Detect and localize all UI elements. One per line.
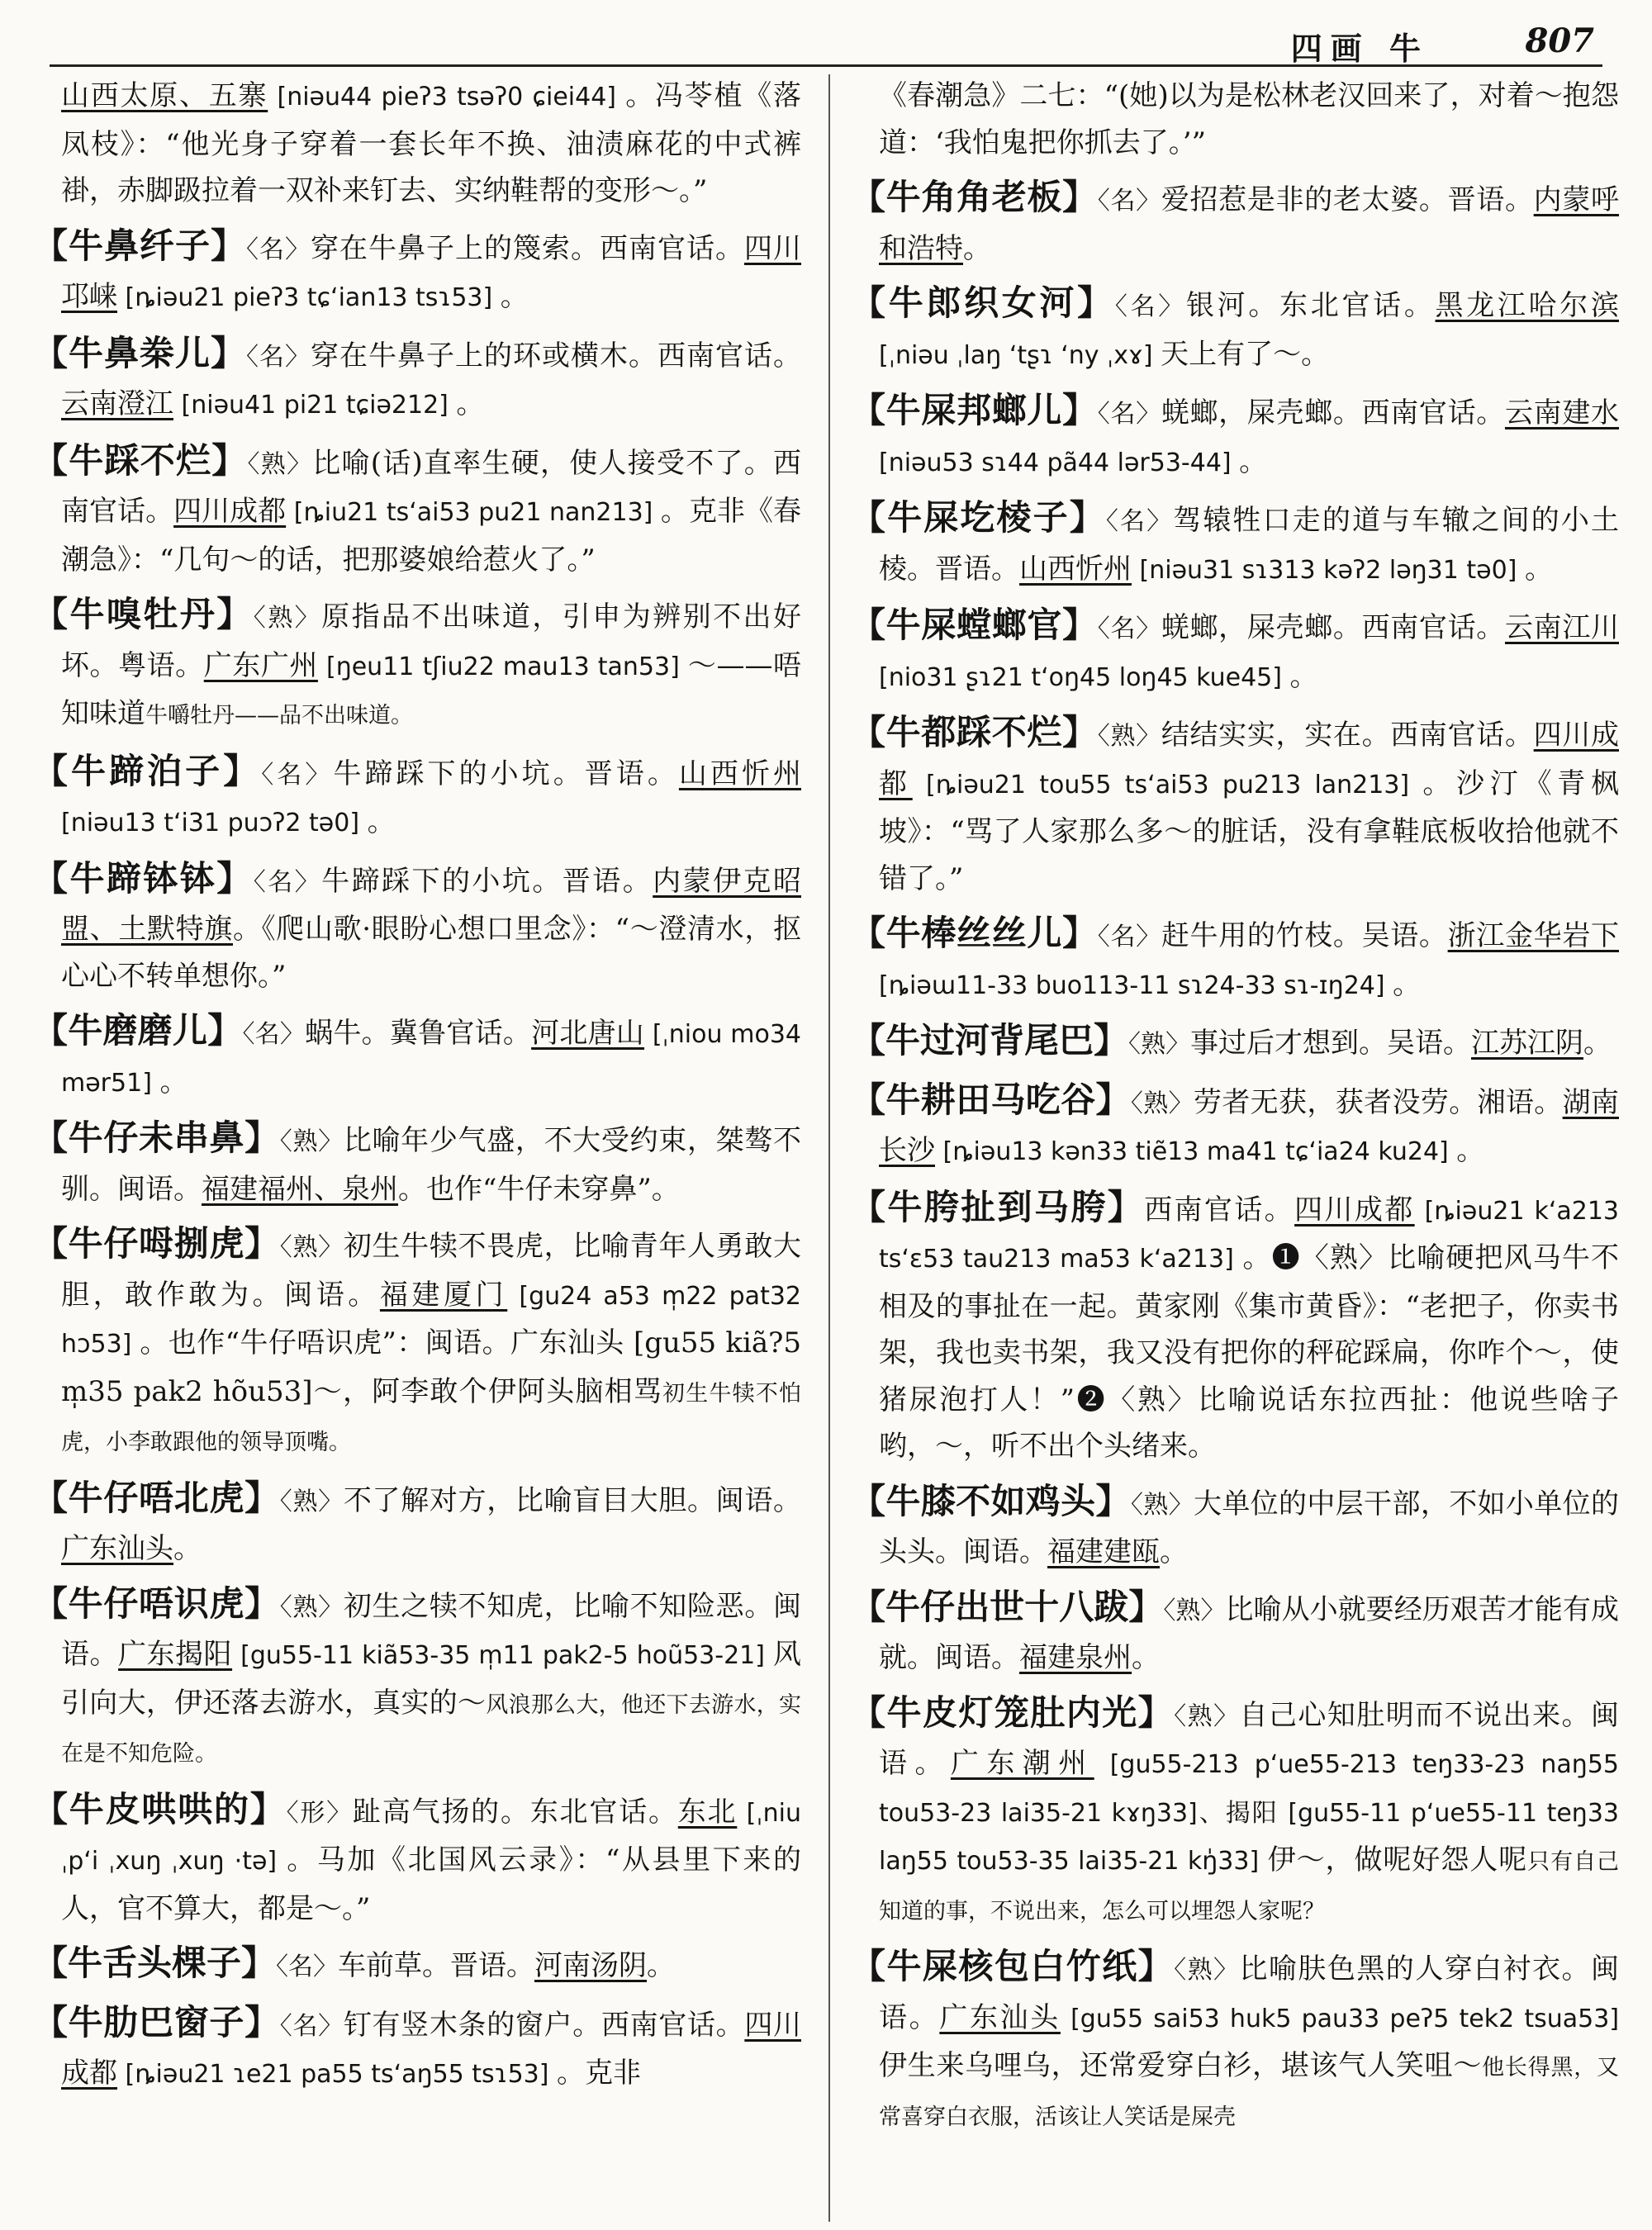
dictionary-entry	[33, 2000, 801, 2099]
grammar-tag: 〈名〉	[253, 867, 322, 897]
grammar-tag: 〈名〉	[1097, 614, 1161, 643]
dictionary-entry	[851, 602, 1619, 701]
entry-headword: 【牛鼻纤子】	[33, 225, 246, 266]
dictionary-entry	[33, 438, 801, 584]
entry-example: 伊～，做呢好怨人呢	[1267, 1843, 1528, 1877]
grammar-tag: 〈名〉	[246, 235, 311, 264]
entry-example: 。	[1132, 1641, 1160, 1674]
entry-definition: 赶牛用的竹枝。吴语。	[1161, 919, 1448, 952]
dialect-location: 山西忻州	[1019, 552, 1132, 586]
phonetic-transcription: [ˌniu ˌpʻi ˌxuŋ ˌxuŋ ·tə]	[61, 1798, 801, 1876]
entry-definition: 不了解对方，比喻盲目大胆。闽语。	[343, 1483, 801, 1517]
phonetic-transcription: [niəu44 pieʔ3 tsəʔ0 ɕiei44]	[268, 83, 626, 112]
column-divider	[828, 74, 830, 2222]
grammar-tag: 〈名〉	[1105, 507, 1174, 536]
entry-example: 。	[456, 387, 485, 420]
dictionary-entry	[851, 1584, 1619, 1682]
entry-headword: 【牛棒丝丝儿】	[851, 913, 1098, 953]
entry-headword: 【牛舌头棵子】	[33, 1943, 277, 1983]
example-gloss: 只有自己知道的事，不说出来，怎么可以埋怨人家呢？	[879, 1849, 1619, 1924]
right-column	[851, 73, 1619, 2212]
dialect-location: 湖南长沙	[879, 1085, 1619, 1167]
dialect-location: 云南江川	[1504, 611, 1619, 644]
dialect-location: 福建厦门	[379, 1278, 508, 1312]
dictionary-entry	[851, 709, 1619, 902]
grammar-tag: 〈熟〉	[1097, 722, 1161, 751]
entry-example: 。	[1456, 1134, 1485, 1167]
entry-example: 。❶〈熟〉比喻硬把风马牛不相及的事扯在一起。黄家刚《集市黄昏》：“老把子，你卖书架，我也卖书架，我又没有把你的秤砣踩扁，你咋个～，使猪尿泡打人！”❷〈熟〉比喻说话东拉西扯：他说些啥子哟，～，听不出个头绪来。	[879, 1241, 1619, 1463]
entry-definition: 爱招惹是非的老太婆。晋语。	[1161, 183, 1534, 216]
dialect-location: 福建建瓯	[1047, 1535, 1160, 1568]
entry-headword: 【牛过河背尾巴】	[851, 1020, 1129, 1060]
grammar-tag: 〈熟〉	[253, 604, 322, 633]
dialect-location: 山西太原、五寨	[61, 79, 268, 112]
entry-example: 。	[500, 280, 529, 313]
entry-definition: 银河。东北官话。	[1185, 289, 1436, 322]
dictionary-entry	[851, 1690, 1619, 1936]
dialect-location: 云南澄江	[61, 387, 173, 420]
grammar-tag: 〈熟〉	[1128, 1030, 1191, 1059]
entry-definition: 初生之犊不知虎，比喻不知险恶。闽语。	[61, 1589, 801, 1671]
grammar-tag: 〈名〉	[261, 760, 334, 790]
dialect-location: 四川成都	[61, 2008, 801, 2090]
dialect-location: 河北唐山	[531, 1017, 645, 1050]
dictionary-entry	[33, 73, 801, 215]
grammar-tag: 〈熟〉	[279, 1487, 344, 1516]
dictionary-entry	[33, 1581, 801, 1778]
grammar-tag: 〈形〉	[286, 1798, 353, 1828]
dictionary-entry	[33, 1786, 801, 1933]
dictionary-entry	[33, 748, 801, 847]
grammar-tag: 〈名〉	[1097, 187, 1161, 216]
left-column	[33, 73, 801, 2212]
entry-example: 。克非《春潮急》：“几句～的话，把那婆娘给惹火了。”	[61, 495, 801, 576]
entry-definition: 蜣螂，屎壳螂。西南官话。	[1161, 396, 1505, 429]
dialect-location: 河南汤阴	[534, 1949, 648, 1982]
phonetic-transcription: [niəu31 sɿ313 kəʔ2 ləŋ31 tə0]	[1132, 555, 1525, 585]
entry-headword: 【牛郎织女河】	[851, 282, 1115, 323]
entry-example: 。	[647, 1949, 676, 1982]
entry-example: 。	[1393, 967, 1422, 1001]
entry-example: 天上有了～。	[1161, 337, 1330, 371]
grammar-tag: 〈熟〉	[1130, 1490, 1194, 1520]
entry-headword: 【牛仔呣捌虎】	[33, 1223, 280, 1264]
dictionary-entry	[851, 73, 1619, 166]
dialect-location: 东北	[677, 1795, 738, 1829]
entry-example: 。也作“牛仔未穿鼻”。	[398, 1172, 680, 1206]
entry-example: ～——唔知味道	[61, 648, 801, 730]
entry-definition: 劳者无获，获者没劳。湘语。	[1193, 1085, 1563, 1119]
example-gloss: 他长得黑，又常喜穿白衣服，活该让人笑话是屎壳	[879, 2055, 1619, 2130]
dialect-location: 广东汕头	[939, 2000, 1061, 2034]
dictionary-entry	[851, 1077, 1619, 1176]
entry-headword: 【牛胯扯到马胯】	[851, 1186, 1145, 1227]
grammar-tag: 〈名〉	[1114, 292, 1186, 321]
dictionary-entry	[851, 1943, 1619, 2141]
dictionary-entry	[851, 910, 1619, 1009]
entry-headword: 【牛都踩不烂】	[851, 712, 1098, 752]
dialect-location: 福建泉州	[1019, 1641, 1132, 1674]
entry-example: 。	[1583, 1027, 1612, 1060]
entry-headword: 【牛皮灯笼肚内光】	[851, 1691, 1175, 1733]
entry-example: 。	[1289, 659, 1318, 693]
grammar-tag: 〈熟〉	[247, 449, 313, 479]
entry-definition: 蜣螂，屎壳螂。西南官话。	[1161, 611, 1505, 644]
entry-example: 。马加《北国风云录》：“从县里下来的人，官不算大，都是～。”	[61, 1843, 801, 1925]
grammar-tag: 〈名〉	[246, 342, 311, 372]
entry-definition: 比喻肤色黑的人穿白衬衣。闽语。	[879, 1952, 1619, 2034]
phonetic-transcription: [niəu13 tʻi31 puɔʔ2 tə0]	[61, 809, 368, 837]
phonetic-transcription: [gu24 a53 m̩22 pat32 hɔ53]	[61, 1281, 801, 1359]
entry-headword: 【牛屎圪棱子】	[851, 497, 1106, 538]
entry-example: 风引向大，伊还落去游水，真实的～	[61, 1638, 801, 1720]
entry-example: 。	[159, 1065, 188, 1098]
grammar-tag: 〈名〉	[1097, 400, 1161, 429]
dictionary-entry	[851, 387, 1619, 486]
entry-definition: 趾高气扬的。东北官话。	[352, 1795, 678, 1829]
entry-headword: 【牛嗅牡丹】	[33, 594, 254, 634]
entry-headword: 【牛耕田马吃谷】	[851, 1079, 1131, 1120]
phonetic-transcription: [ȵiəɯ11-33 buo113-11 sɿ24-33 sɿ-ɪŋ24]	[879, 970, 1393, 1000]
grammar-tag: 〈熟〉	[1130, 1089, 1194, 1118]
entry-example: 。	[1239, 444, 1268, 478]
grammar-tag: 〈名〉	[276, 1952, 339, 1981]
entry-headword: 【牛鼻桊儿】	[33, 332, 246, 373]
grammar-tag: 〈名〉	[242, 1020, 306, 1049]
dialect-location: 内蒙呼和浩特	[879, 183, 1619, 265]
entry-headword: 【牛蹄钵钵】	[33, 857, 254, 899]
grammar-tag: 〈熟〉	[279, 1127, 344, 1156]
entry-headword: 【牛角角老板】	[851, 177, 1098, 217]
entry-definition: 蜗牛。冀鲁官话。	[305, 1017, 532, 1050]
entry-definition: 穿在牛鼻子上的篾索。西南官话。	[311, 231, 744, 265]
entry-definition: 车前草。晋语。	[338, 1949, 535, 1982]
entry-headword: 【牛肋巴窗子】	[33, 2001, 280, 2043]
phonetic-transcription: [ŋeu11 tʃiu22 mau13 tan53]	[317, 652, 688, 681]
entry-definition: 结结实实，实在。西南官话。	[1161, 719, 1534, 752]
phonetic-transcription: [niəu53 sɿ44 pã44 lər53-44]	[879, 448, 1240, 477]
dialect-location: 广东潮州	[950, 1747, 1094, 1780]
dictionary-entry	[851, 1478, 1619, 1576]
dialect-location: 四川邛崃	[61, 231, 801, 313]
grammar-tag: 〈熟〉	[1163, 1596, 1226, 1625]
entry-example: 。	[1160, 1535, 1188, 1568]
phonetic-transcription: [ˌniəu ˌlaŋ ʻtʂɿ ʻny ˌxɤ]	[879, 340, 1161, 370]
entry-example: 。	[173, 1532, 202, 1565]
page-number: 807	[1525, 21, 1594, 60]
entry-definition: 大单位的中层干部，不如小单位的头头。闽语。	[879, 1487, 1619, 1568]
phonetic-transcription: [ȵiu21 tsʻai53 pu21 nan213]	[286, 498, 661, 527]
phonetic-transcription: [ȵiəu21 pieʔ3 tɕʻian13 tsɿ53]	[117, 283, 501, 312]
dictionary-entry	[33, 1008, 801, 1107]
dictionary-entry	[851, 495, 1619, 594]
entry-headword: 【牛屎邦螂儿】	[851, 390, 1098, 430]
entry-example: 。也作“牛仔唔识虎”：闽语。广东汕头 [gu55 kiã?5 m̩35 pak2 hõu53]～，阿李敢个伊阿头脑相骂	[61, 1326, 801, 1408]
entry-definition: 初生牛犊不畏虎，比喻青年人勇敢大胆，敢作敢为。闽语。	[61, 1230, 801, 1312]
grammar-tag: 〈熟〉	[1174, 1701, 1240, 1731]
entry-example: 。	[1524, 552, 1553, 586]
dictionary-entry	[33, 330, 801, 429]
entry-headword: 【牛仔唔北虎】	[33, 1477, 280, 1518]
dialect-location: 四川成都	[1294, 1193, 1415, 1226]
dialect-location: 广东揭阳	[118, 1638, 233, 1671]
entry-headword: 【牛磨磨儿】	[33, 1010, 243, 1051]
phonetic-transcription: [gu55 sai53 huk5 pau33 peʔ5 tek2 tsua53]	[1060, 2004, 1619, 2033]
entry-definition: 自己心知肚明而不说出来。闽语。	[879, 1698, 1619, 1780]
phonetic-transcription: [ȵiəu21 kʻa213 tsʻɛ53 tau213 ma53 kʻa213]	[879, 1196, 1619, 1274]
dialect-location: 四川成都	[879, 719, 1619, 800]
entry-definition: 比喻从小就要经历艰苦才能有成就。闽语。	[879, 1592, 1619, 1674]
example-gloss: 牛嚼牡丹——品不出味道。	[145, 703, 413, 728]
entry-definition: 牛蹄踩下的小坑。晋语。	[333, 757, 679, 790]
phonetic-transcription: [niəu41 pi21 tɕiə212]	[173, 391, 457, 420]
entry-definition: 原指品不出味道，引申为辨别不出好坏。粤语。	[61, 600, 801, 682]
entry-headword: 【牛踩不烂】	[33, 439, 248, 481]
dictionary-entry	[33, 1115, 801, 1212]
section-title: 四画 牛	[1290, 30, 1429, 67]
entry-headword: 【牛仔出世十八跋】	[851, 1586, 1164, 1627]
dialect-location: 黑龙江哈尔滨	[1435, 289, 1619, 322]
phonetic-transcription: [nio31 ʂɿ21 tʻoŋ45 loŋ45 kue45]	[879, 662, 1290, 692]
entry-definition: 比喻(话)直率生硬，使人接受不了。西南官话。	[61, 446, 801, 528]
grammar-tag: 〈熟〉	[279, 1592, 344, 1622]
dictionary-entry	[33, 591, 801, 740]
grammar-tag: 〈名〉	[1097, 923, 1161, 951]
entry-headword: 【牛仔唔识虎】	[33, 1582, 280, 1624]
phonetic-transcription: [gu55-11 kiã53-35 m̩11 pak2-5 hoũ53-21]	[232, 1641, 774, 1670]
dialect-location: 广东汕头	[61, 1532, 173, 1565]
entry-example: 。沙汀《青枫坡》：“骂了人家那么多～的脏话，没有拿鞋底板收拾他就不错了。”	[879, 766, 1619, 895]
dictionary-entry	[33, 856, 801, 1000]
entry-headword: 【牛蹄泊子】	[33, 750, 262, 791]
entry-example: 。克非	[557, 2057, 642, 2090]
entry-example: 。	[367, 805, 396, 838]
entry-definition: 牛蹄踩下的小坑。晋语。	[321, 864, 653, 898]
entry-definition: 比喻年少气盛，不大受约束，桀骜不驯。闽语。	[61, 1124, 801, 1206]
entry-headword: 【牛屎核包白竹纸】	[851, 1946, 1175, 1986]
entry-definition: 穿在牛鼻子上的环或横木。西南官话。	[311, 339, 801, 372]
example-gloss: 初生牛犊不怕虎，小李敢跟他的领导顶嘴。	[61, 1380, 801, 1455]
dialect-location: 山西忻州	[678, 757, 801, 790]
entry-example: 伊生来乌哩乌，还常爱穿白衫，堪该气人笑咀～	[879, 2049, 1483, 2082]
dialect-location: 浙江金华岩下	[1447, 919, 1619, 952]
page-header	[50, 15, 1602, 67]
phonetic-transcription: [ˌniou mo34 mər51]	[61, 1020, 801, 1098]
phonetic-transcription: [ȵiəu13 kən33 tiẽ13 ma41 tɕʻia24 ku24]	[935, 1137, 1457, 1166]
entry-example: 。《爬山歌·眼盼心想口里念》：“～澄清水，抠心心不转单想你。”	[61, 913, 801, 993]
entry-definition: 钉有竖木条的窗户。西南官话。	[343, 2008, 745, 2042]
entry-definition: 西南官话。	[1144, 1193, 1295, 1226]
dictionary-entry	[851, 1018, 1619, 1069]
entry-headword: 【牛膝不如鸡头】	[851, 1480, 1131, 1521]
grammar-tag: 〈熟〉	[279, 1233, 344, 1262]
entry-headword: 【牛皮哄哄的】	[33, 1788, 287, 1829]
dictionary-entry	[33, 223, 801, 322]
dictionary-entry	[851, 280, 1619, 379]
dictionary-entry	[851, 174, 1619, 272]
entry-example: 。	[963, 231, 991, 265]
entry-headword: 【牛仔未串鼻】	[33, 1117, 280, 1158]
dialect-location: 云南建水	[1504, 396, 1619, 429]
dialect-location: 内蒙伊克昭盟、土默特旗	[61, 864, 801, 946]
phonetic-transcription: [ȵiəu21 ɿe21 pa55 tsʻaŋ55 tsɿ53]	[117, 2060, 558, 2089]
dialect-location: 四川成都	[173, 495, 287, 528]
dictionary-entry	[33, 1940, 801, 1991]
dialect-location: 江苏江阴	[1471, 1027, 1584, 1060]
entry-definition: 驾辕牲口走的道与车辙之间的小土棱。晋语。	[879, 504, 1619, 586]
dialect-location: 广东广州	[203, 648, 318, 682]
entry-example: 《春潮急》二七：“(她)以为是松林老汉回来了，对着～抱怨道：‘我怕鬼把你抓去了。’”	[879, 79, 1619, 159]
dictionary-entry	[851, 1184, 1619, 1470]
phonetic-transcription: [ȵiəu21 tou55 tsʻai53 pu213 lan213]	[912, 770, 1423, 799]
entry-headword: 【牛屎螳螂官】	[851, 605, 1098, 645]
dictionary-entry	[33, 1221, 801, 1467]
entry-example: 。冯苓植《落凤枝》：“他光身子穿着一套长年不换、油渍麻花的中式裤褂，赤脚趿拉着一双补来钉去、实纳鞋帮的变形～。”	[61, 79, 801, 207]
grammar-tag: 〈熟〉	[1174, 1956, 1240, 1985]
grammar-tag: 〈名〉	[279, 2011, 344, 2041]
entry-definition: 事过后才想到。吴语。	[1190, 1027, 1472, 1060]
dictionary-entry	[33, 1475, 801, 1573]
example-gloss: 风浪那么大，他还下去游水，实在是不知危险。	[61, 1691, 801, 1767]
phonetic-transcription: [gu55-213 pʻue55-213 teŋ33-23 naŋ55 tou53-23 lai35-21 kɤŋ33]、揭阳 [gu55-11 pʻue55-11 teŋ33 laŋ55 tou53-35 lai35-21 kŋ̍33]	[879, 1750, 1619, 1876]
dialect-location: 福建福州、泉州	[202, 1172, 398, 1206]
